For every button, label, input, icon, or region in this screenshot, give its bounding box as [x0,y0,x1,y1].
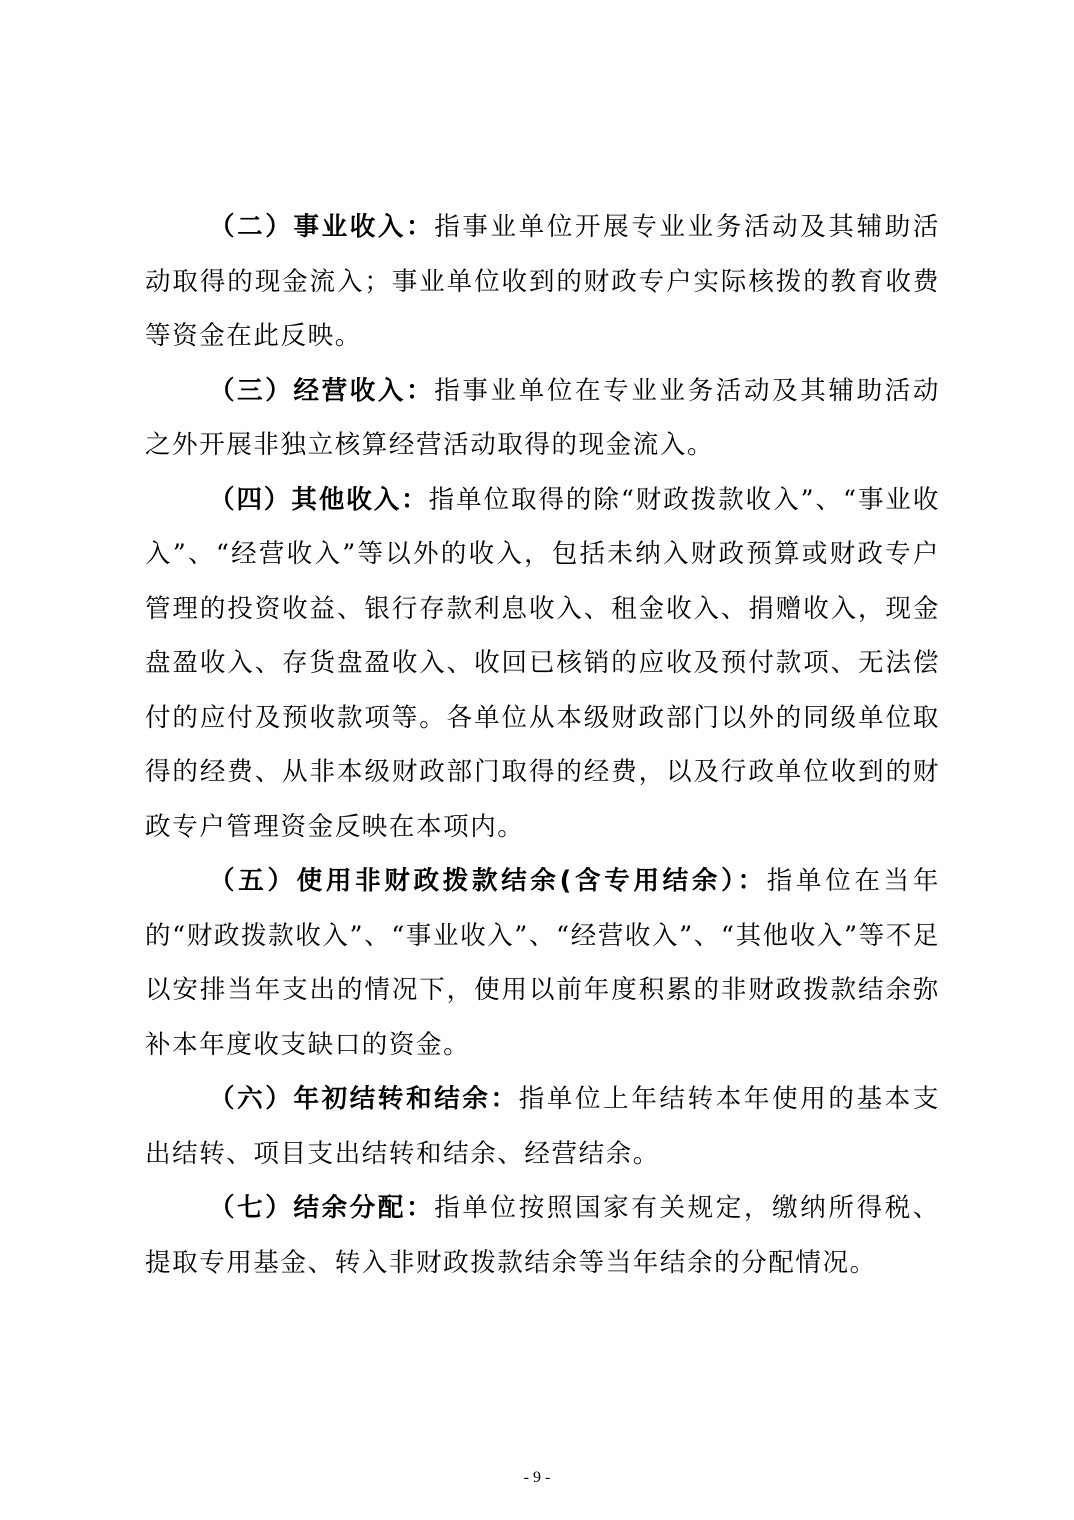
term-definition: 指事业单位在专业业务活动及其辅助活动之外开展非独立核算经营活动取得的现金流入。 [145,375,940,460]
paragraph-non-fiscal-surplus-use [145,854,940,1072]
page-number: - 9 - [523,1469,551,1486]
term-definition: 指单位在当年的“财政拨款收入”、“事业收入”、“经营收入”、“其他收入”等不足以安排当年支出的情况下，使用以前年度积累的非财政拨款结余弥补本年度收支缺口的资金。 [145,866,940,1060]
term-definition: 指事业单位开展专业业务活动及其辅助活动取得的现金流入；事业单位收到的财政专户实际核拨的教育收费等资金在此反映。 [145,212,940,351]
term-definition: 指单位取得的除“财政拨款收入”、“事业收入”、“经营收入”等以外的收入，包括未纳入财政预算或财政专户管理的投资收益、银行存款利息收入、租金收入、捐赠收入，现金盘盈收入、存货盘盈收入、收回已核销的应收及预付款项、无法偿付的应付及预收款项等。各单位从本级财政部门以外的同级单位取得的经费、从非本级财政部门取得的经费，以及行政单位收到的财政专户管理资金反映在本项内。 [145,484,940,842]
term-heading: （三）经营收入： [209,375,435,406]
document-body [145,200,940,1290]
term-heading: （五）使用非财政拨款结余(含专用结余）： [209,866,767,896]
term-heading: （二）事业收入： [209,212,435,242]
term-heading: （六）年初结转和结余： [209,1084,519,1114]
term-definition: 指单位按照国家有关规定，缴纳所得税、提取专用基金、转入非财政拨款结余等当年结余的分配情况。 [145,1193,940,1278]
paragraph-other-income [145,473,940,855]
paragraph-operating-income [145,364,940,473]
paragraph-beginning-carryover [145,1072,940,1181]
term-heading: （四）其他收入： [209,484,429,515]
term-heading: （七）结余分配： [209,1193,435,1223]
paragraph-surplus-distribution [145,1181,940,1290]
paragraph-business-income [145,200,940,364]
term-definition: 指单位上年结转本年使用的基本支出结转、项目支出结转和结余、经营结余。 [145,1084,940,1169]
